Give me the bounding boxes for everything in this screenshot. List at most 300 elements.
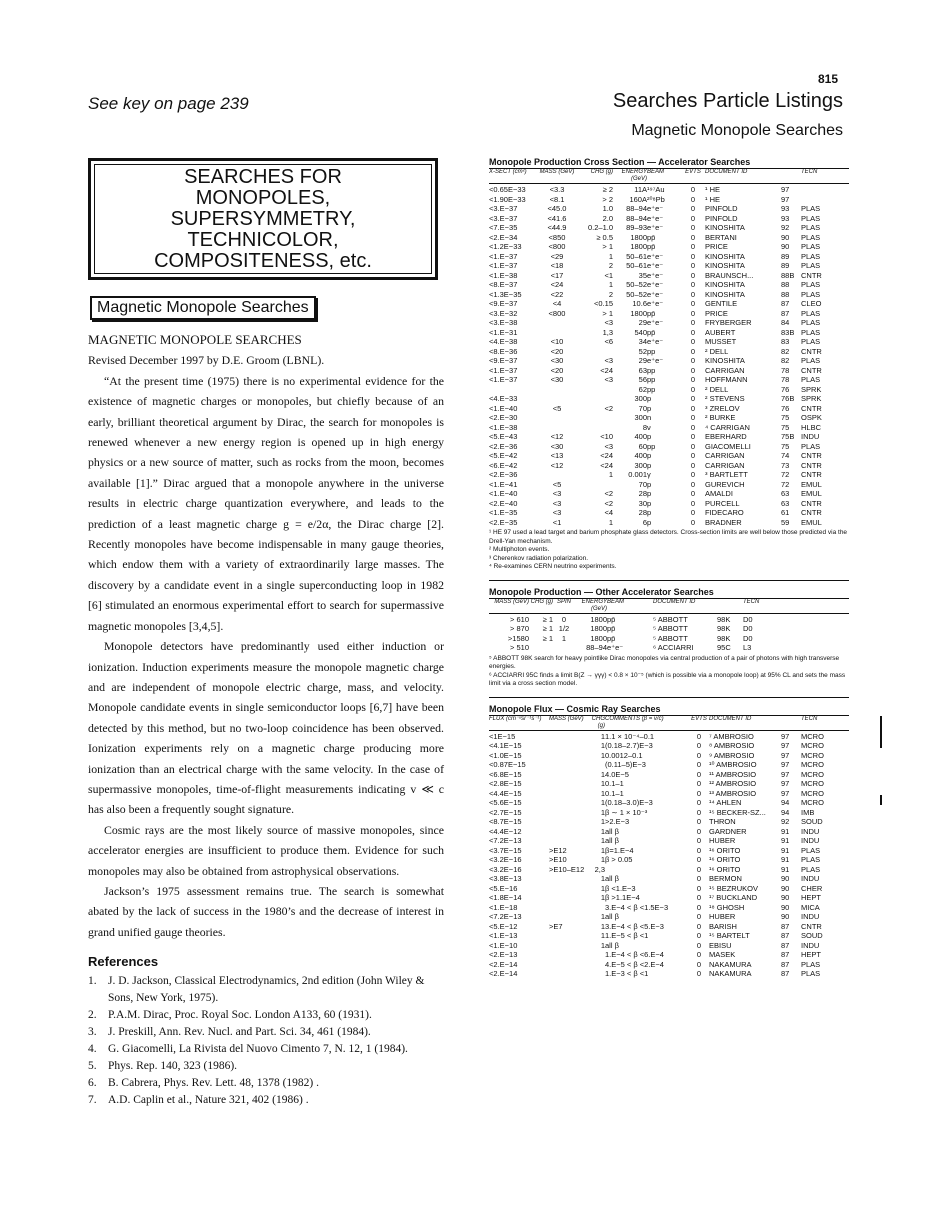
column-header: X-SECT (cm²) xyxy=(489,169,527,175)
table-cell: 6 xyxy=(642,517,647,527)
table-cell: 0 xyxy=(690,356,696,365)
table-cell: 2 xyxy=(608,261,613,270)
table-cell: <3 xyxy=(552,498,562,508)
reference-number: 5. xyxy=(88,1059,97,1072)
table-cell: INDU xyxy=(801,826,820,836)
table-cell: PLAS xyxy=(801,289,821,299)
table-cell: 0 xyxy=(696,931,702,940)
table-cell: 400 xyxy=(634,451,647,460)
reference-item xyxy=(88,1041,444,1058)
table-cell: 0 xyxy=(696,836,702,845)
table-cell: ¹¹ AMBROSIO xyxy=(709,769,757,779)
table-cell: ¹³ AMBROSIO xyxy=(709,788,757,798)
references-title: References xyxy=(88,954,159,970)
table-cell: <2.E−36 xyxy=(489,441,518,451)
table-cell: 160A xyxy=(629,194,647,204)
table-cell: ¹⁵ BECKER-SZ... xyxy=(709,807,766,817)
table-cell: 98K xyxy=(717,624,731,633)
table-cell: <3.2E−16 xyxy=(489,864,522,874)
table-cell: pp̄ xyxy=(607,633,616,643)
table-cell: CARRIGAN xyxy=(705,451,745,460)
table-cell: 0 xyxy=(690,270,696,280)
table-cell: all β xyxy=(605,940,619,950)
column-header: CHG (g) xyxy=(530,598,553,605)
table-cell: <4.E−38 xyxy=(489,337,518,346)
table-cell: PLAS xyxy=(801,242,821,251)
table-cell: 83 xyxy=(781,337,790,346)
table-row xyxy=(489,912,849,922)
table-cell: ≥ 0.5 xyxy=(596,232,613,242)
reference-item xyxy=(88,973,444,1007)
table-cell: 8 xyxy=(642,422,647,432)
table-cell: MCRO xyxy=(801,788,824,798)
table-cell: >E12 xyxy=(549,845,567,855)
table-cell: 97 xyxy=(781,731,790,741)
table-cell: e⁺e⁻ xyxy=(647,318,664,327)
table-cell: 72 xyxy=(781,470,790,479)
table-cell: 0 xyxy=(690,327,696,337)
article-column xyxy=(88,330,444,1109)
table-row xyxy=(489,941,849,951)
table-cell: 0 xyxy=(696,845,702,855)
table-cell: KINOSHITA xyxy=(705,261,745,270)
column-header xyxy=(781,169,801,183)
table-cell: INDU xyxy=(801,874,820,883)
table-cell: MCRO xyxy=(801,750,824,760)
table-cell: pp xyxy=(647,375,656,384)
table-cell: <10 xyxy=(600,432,613,441)
table-cell: ≥ 2 xyxy=(602,185,613,194)
table-cell: PLAS xyxy=(801,232,821,242)
table3-header xyxy=(489,716,849,731)
table-cell: PLAS xyxy=(801,223,821,232)
table-cell: 0 xyxy=(690,365,696,375)
table-cell: <2.E−40 xyxy=(489,498,518,508)
see-key-link[interactable]: See key on page 239 xyxy=(88,94,249,113)
table-cell: OSPK xyxy=(801,413,822,422)
table-cell: 75 xyxy=(781,422,790,432)
table-cell: 1 xyxy=(600,912,605,921)
table-cell: >E7 xyxy=(549,921,563,931)
table-row xyxy=(489,865,849,875)
table-cell: <1.E−10 xyxy=(489,940,518,950)
table1-notes xyxy=(489,529,849,572)
table-cell xyxy=(549,960,589,970)
table-cell: <800 xyxy=(548,308,566,318)
table-cell: PINFOLD xyxy=(705,213,738,223)
table-cell: 0 xyxy=(696,864,702,874)
table-cell xyxy=(549,931,589,941)
table-cell: ≥ 1 xyxy=(542,633,553,643)
table-cell: 1 xyxy=(600,741,605,750)
table-cell: <1.E−37 xyxy=(489,365,518,375)
table-cell: <1.E−18 xyxy=(489,902,518,912)
table-cell: 0.2–1.0 xyxy=(587,223,613,232)
table-cell: 1 xyxy=(600,817,605,826)
table-cell: MCRO xyxy=(801,741,824,750)
table-cell: 87 xyxy=(781,959,790,969)
table-cell: 1 xyxy=(561,633,567,643)
table-cell: <3.E−32 xyxy=(489,308,518,318)
table-cell: e⁺e⁻ xyxy=(647,299,664,308)
table-cell: CNTR xyxy=(801,460,822,470)
table-cell: CNTR xyxy=(801,346,822,356)
table-cell: 63 xyxy=(781,498,790,508)
table-cell: <24 xyxy=(600,460,613,470)
table-cell: 0 xyxy=(690,308,696,318)
table-cell: 91 xyxy=(781,836,790,845)
table-cell: <22 xyxy=(550,289,564,299)
table-cell: ¹⁹⁷Au xyxy=(647,185,665,194)
table-row xyxy=(489,204,849,214)
table-cell: 93 xyxy=(781,213,790,223)
table-cell: KINOSHITA xyxy=(705,251,745,261)
table-cell: ¹⁵ BEZRUKOV xyxy=(709,883,758,893)
column-header: ENERGY (GeV) xyxy=(581,598,607,612)
table-cell: FIDECARO xyxy=(705,508,744,517)
table-cell: n xyxy=(647,413,652,422)
table-cell xyxy=(589,903,605,913)
table-cell: 88–94 xyxy=(626,204,647,213)
table-cell: 1 xyxy=(600,836,605,845)
table-row xyxy=(489,195,849,205)
table-row xyxy=(489,337,849,347)
table1-body xyxy=(489,185,849,527)
table-cell: pp xyxy=(647,384,656,394)
table-cell: 1 xyxy=(608,517,613,527)
reference-number: 7. xyxy=(88,1093,97,1106)
table-cell: MASEK xyxy=(709,950,736,959)
table-cell: 1 xyxy=(600,883,605,893)
reference-text: P.A.M. Dirac, Proc. Royal Soc. London A133, 60 (1931). xyxy=(108,1008,372,1021)
table-cell: 1 xyxy=(600,874,605,883)
table-cell: <41.6 xyxy=(547,213,567,223)
table-cell: D0 xyxy=(743,624,753,633)
table-cell: <5 xyxy=(552,403,562,413)
table-row xyxy=(489,480,849,490)
table-cell: 87 xyxy=(781,308,790,318)
table-cell: <2.8E−15 xyxy=(489,779,522,788)
table-cell xyxy=(589,969,605,979)
table-cell: 56 xyxy=(638,375,647,384)
title-line: SEARCHES FOR xyxy=(184,165,342,188)
table-cell: 300 xyxy=(634,460,647,470)
table-row xyxy=(489,309,849,319)
table-cell: 83B xyxy=(781,327,795,337)
table-cell: <3.E−38 xyxy=(489,318,518,327)
table-cell: <44.9 xyxy=(547,223,567,232)
table-cell: <2.E−13 xyxy=(489,950,518,959)
table-cell: 0 xyxy=(690,242,696,251)
table-row xyxy=(489,950,849,960)
table-cell: ² DELL xyxy=(705,384,729,394)
table-row xyxy=(489,760,849,770)
table-cell: 0 xyxy=(696,912,702,921)
table-cell: 0 xyxy=(690,451,696,460)
table-cell: 88–94 xyxy=(626,213,647,223)
table-cell: <1.90E−33 xyxy=(489,194,526,204)
table-row xyxy=(489,836,849,846)
table-cell: 0 xyxy=(696,959,702,969)
table-cell: <3.7E−15 xyxy=(489,845,522,855)
table-cell: 4.E−5 < β <2.E−4 xyxy=(605,959,664,969)
table-row xyxy=(489,884,849,894)
table-cell: ² STEVENS xyxy=(705,394,745,403)
table-cell: 28 xyxy=(638,489,647,498)
table-cell xyxy=(489,385,539,395)
paragraph: Jackson’s 1975 assessment remains true. The search is somewhat abated by the lack of success in the 1980’s and the decrease of interest in grand unified gauge theories. xyxy=(88,883,444,939)
table-cell: 0 xyxy=(690,346,696,356)
table-cell: GARDNER xyxy=(709,826,747,836)
table-cell: 0.0012–0.1 xyxy=(605,750,643,760)
table-cell: ⁶ ACCIARRI xyxy=(653,643,694,652)
table-cell xyxy=(539,328,575,338)
table-cell xyxy=(549,760,589,770)
table-cell: pp̄ xyxy=(647,308,656,318)
table-cell: D0 xyxy=(743,633,753,643)
table-cell: 1 xyxy=(600,940,605,950)
table-cell: <1.E−40 xyxy=(489,489,518,498)
table-cell: 0 xyxy=(690,261,696,270)
table-cell: 70 xyxy=(638,403,647,413)
table-cell: 0 xyxy=(690,375,696,384)
table-cell: 1 xyxy=(608,470,613,479)
table-row xyxy=(489,394,849,404)
table-cell xyxy=(589,960,605,970)
table-cell: 0 xyxy=(696,902,702,912)
table-cell: BERTANI xyxy=(705,232,737,242)
table-cell: <9.E−37 xyxy=(489,299,518,308)
table-cell: CARRIGAN xyxy=(705,365,745,375)
table-cell: 1 xyxy=(600,893,605,902)
table-cell: e⁺e⁻ xyxy=(647,204,664,213)
table-cell: 0 xyxy=(690,403,696,413)
table-row xyxy=(489,223,849,233)
table-cell: 88B xyxy=(781,270,795,280)
footnote: ⁴ Re-examines CERN neutrino experiments. xyxy=(489,563,617,570)
table-cell: <3.8E−13 xyxy=(489,874,522,883)
table-cell: INDU xyxy=(801,912,820,921)
table-cell: 30 xyxy=(638,498,647,508)
table-cell xyxy=(549,808,589,818)
table-cell: <3.E−37 xyxy=(489,213,518,223)
table-cell: 97 xyxy=(781,779,790,788)
table-cell: γ xyxy=(647,470,651,479)
column-header: BEAM xyxy=(607,598,625,605)
table-cell: 3.E−4 < β <1.5E−3 xyxy=(605,902,669,912)
table-cell: 94 xyxy=(781,807,790,817)
table-cell: <1.E−13 xyxy=(489,931,518,940)
table-cell: SPRK xyxy=(801,394,822,403)
table-row xyxy=(489,751,849,761)
table-cell: >E10–E12 xyxy=(549,864,585,874)
section-title: Searches Particle Listings xyxy=(612,90,843,112)
title-box xyxy=(88,158,438,280)
reference-item xyxy=(88,1075,444,1092)
table-cell: e⁺e⁻ xyxy=(647,223,664,232)
table-cell: 90 xyxy=(781,902,790,912)
table-cell: 74 xyxy=(781,451,790,460)
table-cell xyxy=(549,950,589,960)
table-cell: MCRO xyxy=(801,731,824,741)
table-cell: THRON xyxy=(709,817,736,826)
table-cell: 0 xyxy=(696,807,702,817)
table-cell xyxy=(549,779,589,789)
table-cell: 4.0E−5 xyxy=(605,769,629,779)
table-cell: > 2 xyxy=(602,194,613,204)
table-cell xyxy=(575,413,613,423)
table-cell: 1 xyxy=(600,779,605,788)
table-cell: <4.E−33 xyxy=(489,394,518,403)
table-cell: <7.2E−13 xyxy=(489,836,522,845)
table-cell: AMALDI xyxy=(705,489,733,498)
footnote: ⁵ ABBOTT 98K search for heavy pointlike Dirac monopoles via central production of a pair of photons with high transverse energies. xyxy=(489,654,840,670)
table-cell xyxy=(575,480,613,490)
table-cell xyxy=(575,385,613,395)
table-cell: p xyxy=(647,498,652,508)
table-cell: 0 xyxy=(690,194,696,204)
table-cell: 0 xyxy=(690,479,696,489)
table-cell: 90 xyxy=(781,893,790,902)
table-cell: 1.E−3 < β <1 xyxy=(605,969,649,978)
table-cell: 0 xyxy=(696,750,702,760)
table-cell: 72 xyxy=(781,479,790,489)
table-cell: (0.18–3.0)E−3 xyxy=(605,798,653,807)
reference-number: 3. xyxy=(88,1025,97,1038)
table-cell: 97 xyxy=(781,750,790,760)
table-cell: MCRO xyxy=(801,798,824,807)
table-cell: e⁺e⁻ xyxy=(607,643,624,652)
table-cell: HEPT xyxy=(801,893,822,902)
table-cell: 70 xyxy=(638,479,647,489)
table-row xyxy=(489,770,849,780)
table-cell: PLAS xyxy=(801,375,821,384)
table-cell: <1.2E−33 xyxy=(489,242,522,251)
table-cell: 34 xyxy=(638,337,647,346)
table-cell: CNTR xyxy=(801,270,822,280)
table-cell: ⁴ CARRIGAN xyxy=(705,422,750,432)
table-cell: pp̄ xyxy=(647,232,656,242)
table-cell: PLAS xyxy=(801,318,821,327)
table-cell: 62 xyxy=(638,384,647,394)
table-cell: ⁵ ABBOTT xyxy=(653,614,688,624)
table-row xyxy=(489,280,849,290)
table-cell: 1/2 xyxy=(558,624,570,633)
table-row xyxy=(489,798,849,808)
table-cell: 0 xyxy=(690,508,696,517)
table-row xyxy=(489,375,849,385)
table-cell: 0 xyxy=(696,874,702,883)
table-cell: 87 xyxy=(781,299,790,308)
table-cell: KINOSHITA xyxy=(705,356,745,365)
table-cell: <12 xyxy=(550,460,564,470)
table-cell: CHER xyxy=(801,883,823,893)
table-cell: <4 xyxy=(552,299,562,308)
table-cell: 0 xyxy=(690,460,696,470)
page-number: 815 xyxy=(818,72,839,86)
table-cell: 1800 xyxy=(590,624,607,633)
table-cell: <8.1 xyxy=(549,194,565,204)
table-cell xyxy=(553,643,575,653)
table-cell: EMUL xyxy=(801,479,822,489)
title-line: SUPERSYMMETRY, xyxy=(170,207,356,230)
table-cell: <20 xyxy=(550,365,564,375)
table-cell: ⁷ AMBROSIO xyxy=(709,731,754,741)
table-cell: 300 xyxy=(634,413,647,422)
table-cell: 11A xyxy=(634,185,647,194)
reference-number: 2. xyxy=(88,1008,97,1021)
table-cell: <9.E−37 xyxy=(489,356,518,365)
table-row xyxy=(489,413,849,423)
table-cell: 1.E−4 < β <6.E−4 xyxy=(605,950,664,959)
table-cell xyxy=(549,732,589,742)
table-cell: <45.0 xyxy=(547,204,567,213)
table-cell xyxy=(539,318,575,328)
table-cell: 0 xyxy=(696,817,702,826)
table-cell: <1.E−38 xyxy=(489,422,518,432)
reference-number: 1. xyxy=(88,974,97,987)
table-cell: CNTR xyxy=(801,921,822,931)
table-cell xyxy=(549,798,589,808)
table-cell: SOUD xyxy=(801,817,823,826)
table-cell: 0 xyxy=(696,731,702,741)
table-cell: HEPT xyxy=(801,950,822,959)
table-cell: p xyxy=(647,394,652,403)
table-cell: CARRIGAN xyxy=(705,460,745,470)
reference-text: Phys. Rep. 140, 323 (1986). xyxy=(108,1059,238,1072)
column-header: TECN xyxy=(743,598,760,605)
table-cell: <1.3E−35 xyxy=(489,289,522,299)
table-cell: 1 xyxy=(608,251,613,261)
table-cell: 1 xyxy=(608,280,613,289)
change-bar xyxy=(880,795,882,805)
table-cell: > 1 xyxy=(602,242,613,251)
table-cell: <3.2E−16 xyxy=(489,855,522,864)
table-cell: e⁺e⁻ xyxy=(647,356,664,365)
table-cell: 0 xyxy=(690,422,696,432)
table-cell: ¹⁵ BARTELT xyxy=(709,931,750,940)
table-cell: GENTILE xyxy=(705,299,738,308)
table-cell: 0 xyxy=(696,950,702,959)
table-cell: <5.E−12 xyxy=(489,921,518,931)
table-cell: 75 xyxy=(781,413,790,422)
table-cell: <2.E−14 xyxy=(489,969,518,978)
table-cell: 90 xyxy=(781,874,790,883)
table-row xyxy=(489,741,849,751)
table-cell: <3.3 xyxy=(549,185,565,194)
table-cell: 63 xyxy=(781,489,790,498)
table-cell: 90 xyxy=(781,883,790,893)
table-cell xyxy=(575,423,613,433)
table-cell: e⁺e⁻ xyxy=(647,251,664,261)
column-header: BEAM xyxy=(647,169,665,175)
table-cell: <2.E−35 xyxy=(489,517,518,527)
table-cell: <1.0E−15 xyxy=(489,750,522,760)
table-cell: PLAS xyxy=(801,280,821,289)
table-cell: 400 xyxy=(634,432,647,441)
table-cell: <1 xyxy=(604,270,613,280)
table-cell: β >1.1E−4 xyxy=(605,893,640,902)
table-cell xyxy=(549,874,589,884)
data-tables-column xyxy=(489,157,849,979)
table-cell: 89 xyxy=(781,251,790,261)
table-cell: SPRK xyxy=(801,384,822,394)
section-subtitle: Magnetic Monopole Searches xyxy=(631,122,843,139)
table-cell: PINFOLD xyxy=(705,204,738,213)
table-cell: PLAS xyxy=(801,308,821,318)
table-cell: INDU xyxy=(801,432,820,441)
column-header xyxy=(717,599,743,613)
